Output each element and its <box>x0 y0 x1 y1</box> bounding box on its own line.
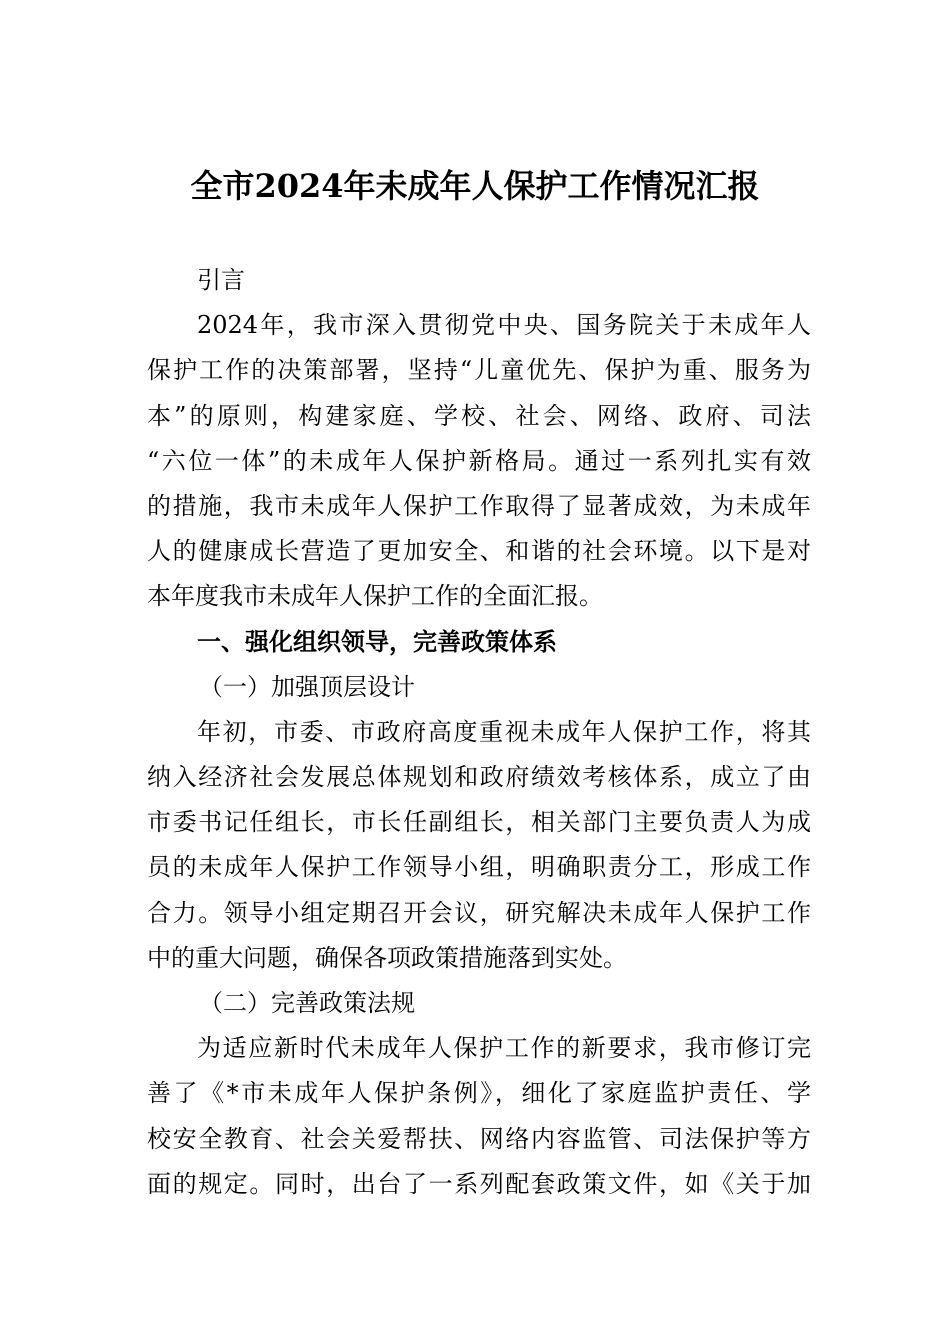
paragraph-line: 合力。领导小组定期召开会议，研究解决未成年人保护工作 <box>147 898 811 927</box>
document-title: 全市2024年未成年人保护工作情况汇报 <box>190 167 760 205</box>
paragraph-line: 员的未成年人保护工作领导小组，明确职责分工，形成工作 <box>147 853 811 882</box>
paragraph-line: 的措施，我市未成年人保护工作取得了显著成效，为未成年 <box>147 491 811 520</box>
paragraph-line: 市委书记任组长，市长任副组长，相关部门主要负责人为成 <box>147 808 811 837</box>
paragraph-line: 面的规定。同时，出台了一系列配套政策文件，如《关于加 <box>147 1169 811 1198</box>
document-body <box>147 258 811 1207</box>
paragraph-line: 2024年，我市深入贯彻党中央、国务院关于未成年人 <box>197 311 811 340</box>
paragraph-line: 本年度我市未成年人保护工作的全面汇报。 <box>147 582 603 611</box>
paragraph-line: “六位一体”的未成年人保护新格局。通过一系列扎实有效 <box>147 446 811 475</box>
paragraph-line: 纳入经济社会发展总体规划和政府绩效考核体系，成立了由 <box>147 763 811 792</box>
subsection-heading: （二）完善政策法规 <box>199 989 415 1017</box>
paragraph-line: 为适应新时代未成年人保护工作的新要求，我市修订完 <box>197 1034 811 1063</box>
paragraph-line: 保护工作的决策部署，坚持“儿童优先、保护为重、服务为 <box>147 356 811 385</box>
paragraph-line: 人的健康成长营造了更加安全、和谐的社会环境。以下是对 <box>147 537 811 566</box>
paragraph-line: 年初，市委、市政府高度重视未成年人保护工作，将其 <box>197 717 811 746</box>
paragraph-line: 本”的原则，构建家庭、学校、社会、网络、政府、司法 <box>147 401 811 430</box>
subsection-heading: （一）加强顶层设计 <box>199 672 415 701</box>
paragraph-line: 校安全教育、社会关爱帮扶、网络内容监管、司法保护等方 <box>147 1124 811 1153</box>
intro-label: 引言 <box>197 266 245 294</box>
paragraph-line: 善了《*市未成年人保护条例》，细化了家庭监护责任、学 <box>147 1079 811 1108</box>
paragraph-line: 中的重大问题，确保各项政策措施落到实处。 <box>147 943 627 972</box>
section-heading: 一、强化组织领导，完善政策体系 <box>197 627 557 656</box>
